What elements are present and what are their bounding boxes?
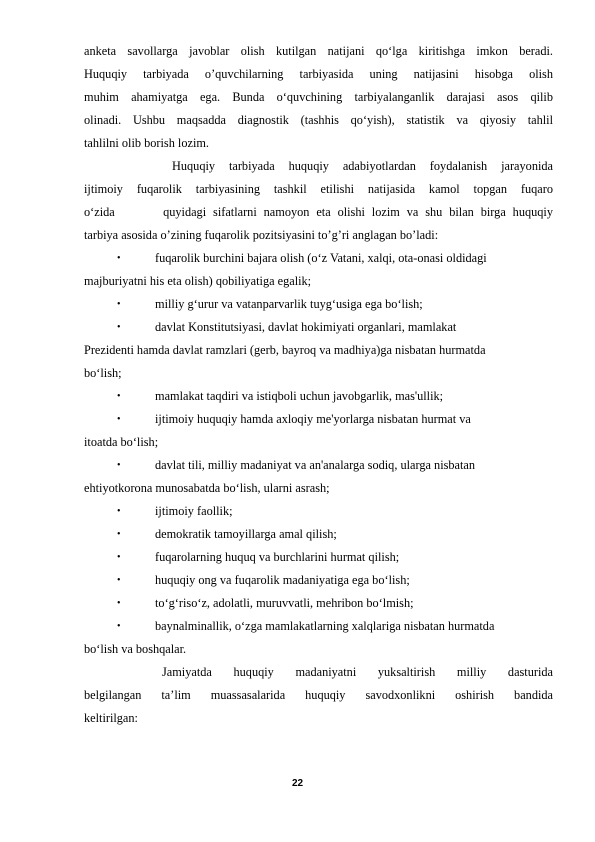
text-line: belgilangan ta’lim muassasalarida huquqiy savodxonlikni oshirish bandida xyxy=(84,688,553,702)
list-item-text: bo‘lish; xyxy=(84,366,122,380)
list-item-text: davlat tili, milliy madaniyat va an'analarga sodiq, ularga nisbatan xyxy=(155,458,476,472)
text-line: keltirilgan: xyxy=(84,711,138,725)
text-line: muhim ahamiyatga ega. Bunda o‘quvchining tarbiyalanganlik darajasi asos qilib xyxy=(84,90,553,104)
list-item-text: majburiyatni his eta olish) qobiliyatiga egalik; xyxy=(84,274,312,288)
list-item-text: to‘g‘riso‘z, adolatli, muruvvatli, mehribon bo‘lmish; xyxy=(155,596,414,610)
paragraph-assessment xyxy=(84,40,553,155)
text-line: anketa savollarga javoblar olish kutilgan natijani qo‘lga kiritishga imkon beradi. xyxy=(84,44,553,58)
list-item-text: davlat Konstitutsiyasi, davlat hokimiyati organlari, mamlakat xyxy=(155,320,457,334)
text-line: olinadi. Ushbu maqsadda diagnostik (tashhis qo‘yish), statistik va qiyosiy tahlil xyxy=(84,113,553,127)
list-item-text: ijtimoiy huquqiy hamda axloqiy me'yorlarga nisbatan hurmat va xyxy=(155,412,471,426)
list-item-text: mamlakat taqdiri va istiqboli uchun javobgarlik, mas'ullik; xyxy=(155,389,444,403)
page-body xyxy=(84,40,553,730)
bullet-icon: • xyxy=(117,598,121,609)
bullet-icon: • xyxy=(117,529,121,540)
paragraph-qualities-intro xyxy=(84,155,553,247)
list-item xyxy=(84,523,553,546)
list-item xyxy=(84,546,553,569)
page-number: 22 xyxy=(291,778,304,789)
bullet-icon: • xyxy=(117,460,121,471)
text-line: tarbiya asosida o’zining fuqarolik pozitsiyasini to’g’ri anglagan bo’ladi: xyxy=(84,228,439,242)
text-line: tahlilni olib borish lozim. xyxy=(84,136,210,150)
list-item xyxy=(84,293,553,316)
bullet-icon: • xyxy=(117,299,121,310)
list-item-text: ehtiyotkorona munosabatda bo‘lish, ularni asrash; xyxy=(84,481,330,495)
bullet-icon: • xyxy=(117,552,121,563)
qualities-list xyxy=(84,247,553,661)
list-item xyxy=(84,569,553,592)
list-item-text: ijtimoiy faollik; xyxy=(155,504,233,518)
bullet-icon: • xyxy=(117,391,121,402)
list-item-text: baynalminallik, o‘zga mamlakatlarning xalqlariga nisbatan hurmatda xyxy=(155,619,495,633)
text-line: ijtimoiy fuqarolik tarbiyasining tashkil etilishi natijasida kamol topgan fuqaro xyxy=(84,182,553,196)
bullet-icon: • xyxy=(117,322,121,333)
bullet-icon: • xyxy=(117,621,121,632)
list-item xyxy=(84,592,553,615)
list-item-text: Prezidenti hamda davlat ramzlari (gerb, bayroq va madhiya)ga nisbatan hurmatda xyxy=(84,343,486,357)
bullet-icon: • xyxy=(117,506,121,517)
list-item-text: itoatda bo‘lish; xyxy=(84,435,159,449)
list-item-text: demokratik tamoyillarga amal qilish; xyxy=(155,527,337,541)
list-item xyxy=(84,408,553,454)
text-line: Huquqiy tarbiyada o’quvchilarning tarbiyasida uning natijasini hisobga olish xyxy=(84,67,553,81)
bullet-icon: • xyxy=(117,575,121,586)
bullet-icon: • xyxy=(117,414,121,425)
list-item xyxy=(84,385,553,408)
list-item xyxy=(84,247,553,293)
list-item-text: milliy g‘urur va vatanparvarlik tuyg‘usiga ega bo‘lish; xyxy=(155,297,423,311)
list-item-text: huquqiy ong va fuqarolik madaniyatiga ega bo‘lish; xyxy=(155,573,410,587)
list-item-text: bo‘lish va boshqalar. xyxy=(84,642,187,656)
bullet-icon: • xyxy=(117,253,121,264)
list-item xyxy=(84,454,553,500)
text-line: Huquqiy tarbiyada huquqiy adabiyotlardan foydalanish jarayonida xyxy=(172,159,553,173)
list-item xyxy=(84,316,553,385)
text-line: o‘zida quyidagi sifatlarni namoyon eta olishi lozim va shu bilan birga huquqiy xyxy=(84,205,553,219)
list-item-text: fuqarolarning huquq va burchlarini hurmat qilish; xyxy=(155,550,400,564)
list-item xyxy=(84,615,553,661)
list-item-text: fuqarolik burchini bajara olish (o‘z Vatani, xalqi, ota-onasi oldidagi xyxy=(155,251,487,265)
text-line: Jamiyatda huquqiy madaniyatni yuksaltirish milliy dasturida xyxy=(162,665,553,679)
list-item xyxy=(84,500,553,523)
paragraph-national-program xyxy=(84,661,553,730)
